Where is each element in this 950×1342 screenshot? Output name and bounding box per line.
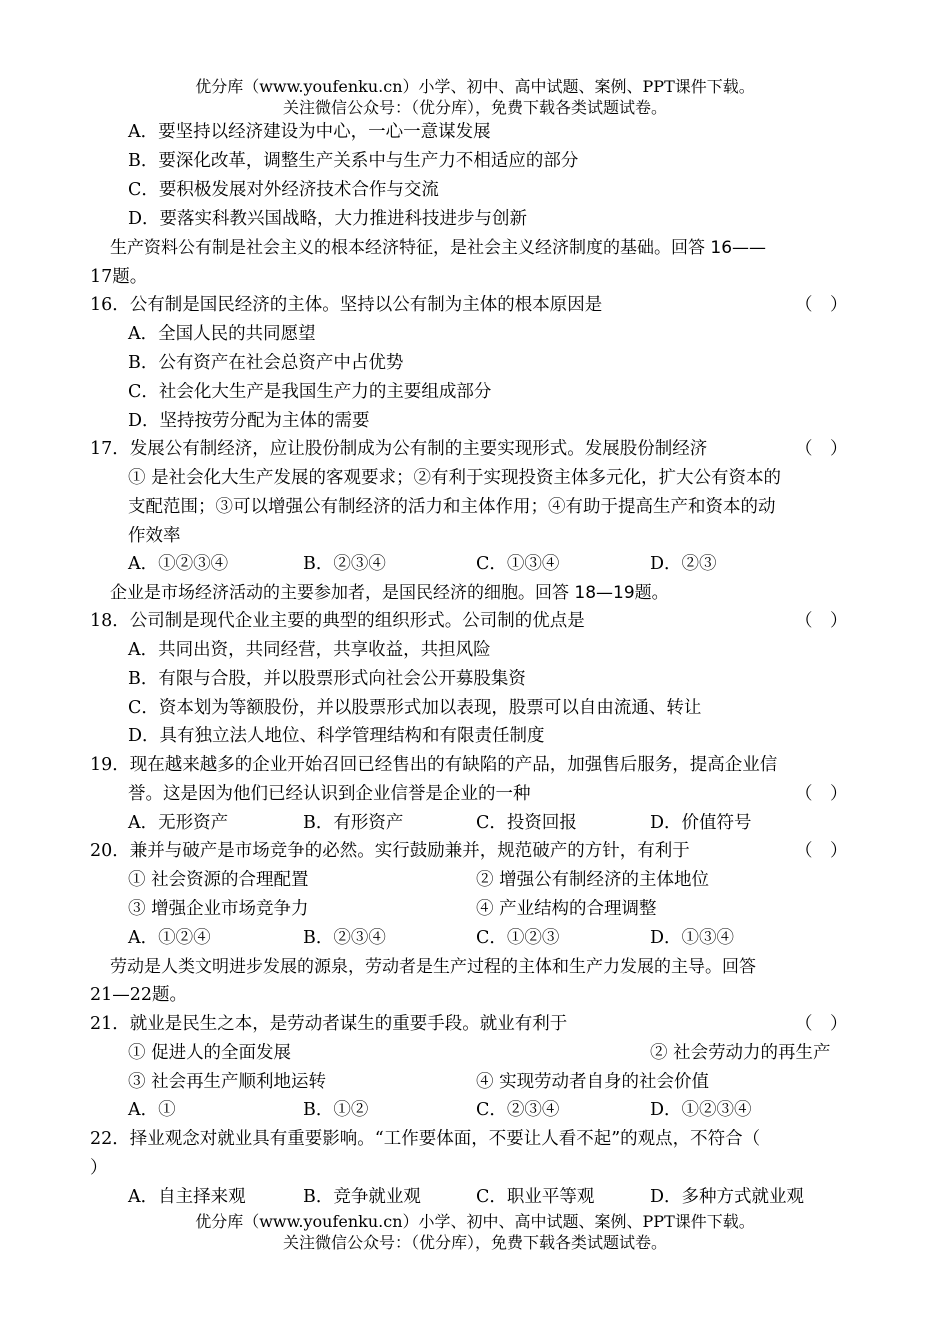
q22-option-d: D．多种方式就业观 — [650, 1187, 805, 1207]
q21-item-4: ④ 实现劳动者自身的社会价值 — [476, 1072, 710, 1092]
q19-stem-line-2: 誉。这是因为他们已经认识到企业信誉是企业的一种 — [128, 784, 531, 804]
q20-option-c: C．①②③ — [476, 928, 560, 948]
q17-answer-bracket: （ ） — [795, 439, 848, 459]
footer-line-2: 关注微信公众号：（优分库），免费下载各类试题试卷。 — [282, 1233, 667, 1252]
q16-answer-bracket: （ ） — [795, 295, 848, 315]
q18-answer-bracket: （ ） — [795, 611, 848, 631]
intro-18-19: 企业是市场经济活动的主要参加者，是国民经济的细胞。回答 18—19题。 — [110, 583, 669, 603]
q17-body-line-1: ① 是社会化大生产发展的客观要求；②有利于实现投资主体多元化，扩大公有资本的 — [128, 468, 782, 488]
q21-answer-bracket: （ ） — [795, 1014, 848, 1034]
q21-option-d: D．①②③④ — [650, 1100, 752, 1120]
intro-16-17-line-1: 生产资料公有制是社会主义的根本经济特征，是社会主义经济制度的基础。回答 16—— — [110, 238, 767, 258]
q19-option-d: D．价值符号 — [650, 813, 752, 833]
q18-option-a: A．共同出资，共同经营，共享收益，共担风险 — [128, 640, 491, 660]
q22-option-c: C．职业平等观 — [476, 1187, 595, 1207]
q22-option-b: B．竞争就业观 — [303, 1187, 421, 1207]
q15-option-b: B．要深化改革，调整生产关系中与生产力不相适应的部分 — [128, 151, 579, 171]
q17-option-d: D．②③ — [650, 554, 717, 574]
q20-stem: 20．兼并与破产是市场竞争的必然。实行鼓励兼并，规范破产的方针，有利于 — [90, 841, 690, 861]
q20-option-a: A．①②④ — [128, 928, 211, 948]
intro-16-17-line-2: 17题。 — [90, 267, 148, 287]
q20-item-3: ③ 增强企业市场竞争力 — [128, 899, 309, 919]
q21-option-b: B．①② — [303, 1100, 369, 1120]
q19-stem-line-1: 19．现在越来越多的企业开始召回已经售出的有缺陷的产品，加强售后服务，提高企业信 — [90, 755, 778, 775]
q22-stem-line-1: 22．择业观念对就业具有重要影响。“工作要体面，不要让人看不起”的观点，不符合（ — [90, 1129, 761, 1149]
header-line-1: 优分库（www.youfenku.cn）小学、初中、高中试题、案例、PPT课件下载。 — [195, 77, 755, 96]
q15-option-d: D．要落实科教兴国战略，大力推进科技进步与创新 — [128, 209, 528, 229]
q17-option-a: A．①②③④ — [128, 554, 229, 574]
q17-stem: 17．发展公有制经济，应让股份制成为公有制的主要实现形式。发展股份制经济 — [90, 439, 708, 459]
q16-option-a: A．全国人民的共同愿望 — [128, 324, 316, 344]
q18-option-d: D．具有独立法人地位、科学管理结构和有限责任制度 — [128, 726, 545, 746]
q22-option-a: A．自主择来观 — [128, 1187, 246, 1207]
q16-option-b: B．公有资产在社会总资产中占优势 — [128, 353, 404, 373]
q18-option-c: C．资本划为等额股份，并以股票形式加以表现，股票可以自由流通、转让 — [128, 698, 702, 718]
q20-option-d: D．①③④ — [650, 928, 735, 948]
q20-item-4: ④ 产业结构的合理调整 — [476, 899, 657, 919]
header-line-2: 关注微信公众号：（优分库），免费下载各类试题试卷。 — [282, 98, 667, 117]
q17-body-line-2: 支配范围；③可以增强公有制经济的活力和主体作用；④有助于提高生产和资本的动 — [128, 497, 776, 517]
intro-21-22-line-1: 劳动是人类文明进步发展的源泉，劳动者是生产过程的主体和生产力发展的主导。回答 — [110, 957, 756, 977]
q19-option-c: C．投资回报 — [476, 813, 577, 833]
q17-option-b: B．②③④ — [303, 554, 386, 574]
q21-item-2: ② 社会劳动力的再生产 — [650, 1043, 831, 1063]
q17-option-c: C．①③④ — [476, 554, 560, 574]
intro-21-22-line-2: 21—22题。 — [90, 985, 188, 1005]
q18-stem: 18．公司制是现代企业主要的典型的组织形式。公司制的优点是 — [90, 611, 585, 631]
q21-item-1: ① 促进人的全面发展 — [128, 1043, 292, 1063]
q22-stem-line-2: ） — [90, 1158, 108, 1178]
q20-option-b: B．②③④ — [303, 928, 386, 948]
q16-option-c: C．社会化大生产是我国生产力的主要组成部分 — [128, 382, 492, 402]
q19-option-b: B．有形资产 — [303, 813, 404, 833]
q16-option-d: D．坚持按劳分配为主体的需要 — [128, 411, 370, 431]
q16-stem: 16．公有制是国民经济的主体。坚持以公有制为主体的根本原因是 — [90, 295, 603, 315]
q18-option-b: B．有限与合股，并以股票形式向社会公开募股集资 — [128, 669, 526, 689]
q20-item-1: ① 社会资源的合理配置 — [128, 870, 309, 890]
q17-body-line-3: 作效率 — [128, 526, 181, 546]
q21-option-a: A．① — [128, 1100, 176, 1120]
q20-answer-bracket: （ ） — [795, 841, 848, 861]
q21-item-3: ③ 社会再生产顺利地运转 — [128, 1072, 327, 1092]
q19-answer-bracket: （ ） — [795, 784, 848, 804]
q15-option-a: A．要坚持以经济建设为中心，一心一意谋发展 — [128, 122, 491, 142]
q15-option-c: C．要积极发展对外经济技术合作与交流 — [128, 180, 439, 200]
q20-item-2: ② 增强公有制经济的主体地位 — [476, 870, 710, 890]
footer-line-1: 优分库（www.youfenku.cn）小学、初中、高中试题、案例、PPT课件下载。 — [195, 1212, 755, 1231]
q21-option-c: C．②③④ — [476, 1100, 560, 1120]
q19-option-a: A．无形资产 — [128, 813, 229, 833]
q21-stem: 21．就业是民生之本，是劳动者谋生的重要手段。就业有利于 — [90, 1014, 568, 1034]
